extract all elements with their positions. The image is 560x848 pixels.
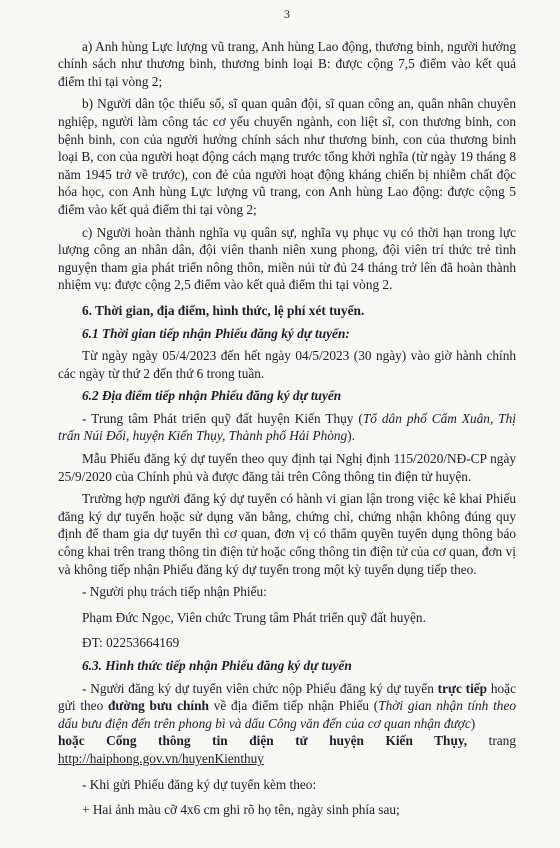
- location-tail: ).: [347, 428, 355, 444]
- submit-or: hoặc gửi theo: [58, 680, 516, 714]
- send-label: - Khi gửi Phiếu đăng ký dự tuyển kèm theo:: [82, 776, 317, 792]
- location-lead: - Trung tâm Phát triển quỹ đất huyện Kiến Thụy (: [82, 410, 363, 426]
- portal-name: hoặc Cổng thông tin điện tử huyện Kiến Thụy,: [58, 733, 468, 749]
- submit-postal: đường bưu chính: [108, 698, 209, 714]
- submit-time-note: Thời gian nhận tính theo dấu bưu điện đến trên phong bì và dấu Công văn đến của cơ quan nhận được: [58, 698, 516, 731]
- form-paragraph: Mẫu Phiếu đăng ký dự tuyển theo quy định tại Nghị định 115/2020/NĐ-CP ngày 25/9/2020 của Chính phủ và được đăng tải trên Công thông tin điện tử huyện.: [58, 451, 516, 484]
- paragraph-c: c) Người hoàn thành nghĩa vụ quân sự, nghĩa vụ phục vụ có thời hạn trong lực lượng công an nhân dân, đội viên thanh niên xung phong, đội viên trí thức trẻ tình nguyện tham gia phát triển nông thôn, miền núi từ đủ 24 tháng trở lên đã hoàn thành nhiệm vụ: được cộng 2,5 điểm vào kết quả điểm thi tại vòng 2.: [58, 224, 516, 293]
- responsible-label: - Người phụ trách tiếp nhận Phiếu:: [82, 584, 267, 600]
- location-address: Tổ dân phố Cẩm Xuân, Thị trấn Núi Đối, huyện Kiến Thụy, Thành phố Hải Phòng: [58, 410, 516, 444]
- submit-location: về địa điểm tiếp nhận Phiếu (: [208, 698, 379, 714]
- page-number: 3: [284, 7, 290, 21]
- portal-page-word: trang: [467, 733, 516, 749]
- section-6-3-text: [58, 680, 516, 733]
- portal-line: [58, 732, 516, 750]
- section-6-1-heading: 6.1 Thời gian tiếp nhận Phiếu đăng ký dự tuyển:: [82, 325, 350, 341]
- paragraph-a: a) Anh hùng Lực lượng vũ trang, Anh hùng Lao động, thương binh, người hưởng chính sách như thương binh, thương binh loại B: được cộng 7,5 điểm vào kết quả điểm thi tại vòng 2;: [58, 38, 516, 89]
- submit-close: ): [470, 715, 476, 731]
- submit-lead: - Người đăng ký dự tuyển viên chức nộp Phiếu đăng ký dự tuyển: [82, 680, 438, 696]
- section-6-3-heading: 6.3. Hình thức tiếp nhận Phiếu đăng ký dự tuyển: [82, 658, 352, 673]
- section-6-2-heading: 6.2 Địa điểm tiếp nhận Phiếu đăng ký dự tuyển: [82, 388, 342, 404]
- phone-number: ĐT: 02253664169: [82, 635, 180, 651]
- fraud-paragraph: Trường hợp người đăng ký dự tuyển có hành vi gian lận trong việc kê khai Phiếu đăng ký dự tuyển hoặc sử dụng văn bằng, chứng chỉ, chứng nhận không đúng quy định để tham gia dự tuyển thì cơ quan, đơn vị có thẩm quyền tuyển dụng thông báo công khai trên trang thông tin điện tử hoặc cổng thông tin điện tử của cơ quan, đơn vị và không tiếp nhận Phiếu đăng ký dự tuyển trong một kỳ tuyển dụng tiếp theo.: [58, 491, 516, 577]
- section-6-heading: 6. Thời gian, địa điểm, hình thức, lệ phí xét tuyển.: [82, 302, 365, 318]
- photo-item: + Hai ảnh màu cỡ 4x6 cm ghi rõ họ tên, ngày sinh phía sau;: [82, 802, 400, 818]
- submit-direct: trực tiếp: [437, 680, 488, 696]
- section-6-1-text: Từ ngày ngày 05/4/2023 đến hết ngày 04/5/2023 (30 ngày) vào giờ hành chính các ngày từ thứ 2 đến thứ 6 trong tuần.: [58, 348, 516, 381]
- paragraph-b: b) Người dân tộc thiểu số, sĩ quan quân đội, sĩ quan công an, quân nhân chuyên nghiệp, người làm công tác cơ yếu chuyển ngành, con liệt sĩ, con thương binh, con bệnh binh, con của người hưởng chính sách như thương binh, con của thương binh loại B, con của người hoạt động cách mạng trước tổng khởi nghĩa (từ ngày 19 tháng 8 năm 1945 trở về trước), con đẻ của người hoạt động kháng chiến bị nhiễm chất độc hóa học, con Anh hùng Lực lượng vũ trang, con Anh hùng Lao động: được cộng 5 điểm vào kết quả điểm thi tại vòng 2;: [58, 96, 516, 217]
- section-6-2-location: [58, 410, 516, 445]
- responsible-person: Phạm Đức Ngọc, Viên chức Trung tâm Phát triển quỹ đất huyện.: [82, 609, 426, 625]
- portal-url-link[interactable]: http://haiphong.gov.vn/huyenKienthuy: [58, 750, 264, 766]
